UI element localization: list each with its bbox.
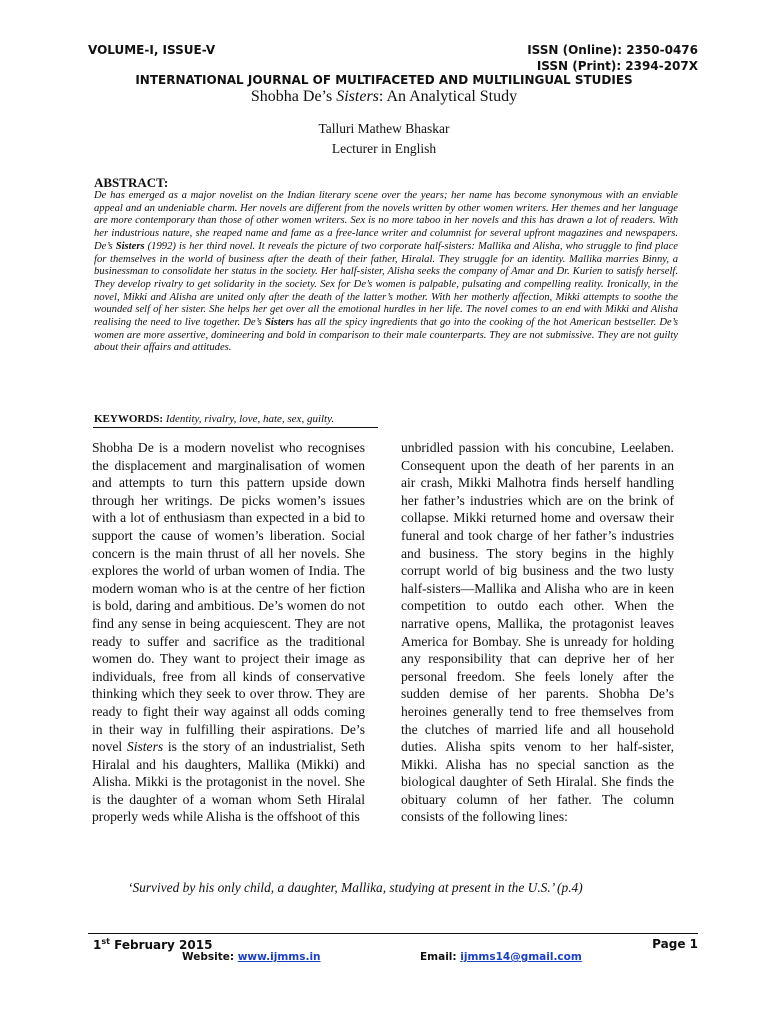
email-label: Email: [420,951,461,963]
abstract-heading: ABSTRACT: [94,175,169,190]
title-part-2: : An Analytical Study [378,88,518,105]
issn-print: ISSN (Print): 2394-207X [536,59,698,73]
title-novel: Sisters [336,88,379,105]
article-title [0,88,768,106]
footer-email [420,951,582,963]
keywords-value: Identity, rivalry, love, hate, sex, guilty. [163,413,335,425]
abstract-part-2: (1992) is her third novel. It reveals the picture of two corporate half-sisters: Mallika and Alisha, who struggle to find place for themselves in the world of business after the death of their father, Hiralal. They struggle for an identity. Mallika marries Binny, a businessman to consolidate her status in the society. Her half-sister, Alisha seeks the company of Amar and Dr. Kurien to satisfy herself. They develop rivalry to get solidarity in the society. Sex for De’s women is palpable, pulsating and compelling reality. Ironically, in the novel, Mikki and Alisha are united only after the death of the latter’s mother. With her motherly affection, Mikki attempts to soothe the wounded self of her sister. She helps her get over all the emotional hurdles in her life. The novel comes to an end with Mikki and Alisha realising the need to live together. De’s [94,240,678,329]
keywords-label: KEYWORDS: [94,413,164,425]
email-link[interactable]: ijmms14@gmail.com [460,951,582,963]
page-number: Page 1 [652,937,698,951]
col1-part-2: is the story of an industrialist, Seth Hiralal and his daughters, Mallika (Mikki) and Alisha. Mikki is the protagonist in the novel. She is the daughter of a woman whom Seth Hiralal properly weds while Alisha is the offshoot of this [92,739,365,825]
journal-title: INTERNATIONAL JOURNAL OF MULTIFACETED AND MULTILINGUAL STUDIES [135,73,633,87]
website-label: Website: [182,951,238,963]
abstract-part-3: has all the spicy ingredients that go into the cooking of the hot American bestseller. De’s women are more assertive, domineering and bold in comparison to their male counterparts. They are not submissive. They are not guilty about their affairs and attitudes. [94,317,678,354]
block-quote: ‘Survived by his only child, a daughter, Mallika, studying at present in the U.S.’ (p.4) [128,880,583,895]
author-role: Lecturer in English [331,141,437,156]
abstract-part-1: De has emerged as a major novelist on the Indian literary scene over the years; her name has become synonymous with an enviable appeal and an undeniable charm. Her novels are different from the novels written by other women writers. Her themes and her language are more contemporary than those of other women writers. Sex is no more taboo in her novels and this has drawn a lot of readers. With her industrious nature, she reaped name and fame as a free-lance writer and columnist for several upfront magazines and newspapers. De’s [94,190,678,252]
footer-website [182,951,321,963]
footer-divider [88,933,698,934]
website-link[interactable]: www.ijmms.in [237,951,321,963]
date-rest: February 2015 [109,938,213,952]
keywords-divider [93,427,378,428]
issn-online: ISSN (Online): 2350-0476 [527,43,698,57]
date-day: 1 [93,938,102,952]
col1-part-1: Shobha De is a modern novelist who recognises the displacement and marginalisation of women and attempts to turn this pattern upside down through her writings. De picks women’s issues with a lot of enthusiasm than expected in a bid to support the cause of women’s liberation. Social concern is the main thrust of all her novels. She explores the world of urban women of India. The modern woman who is at the centre of her fiction is bold, daring and ambitious. De’s women do not find any sense in being acquiescent. They are not ready to suffer and sacrifice as the traditional women do. They want to project their image as individuals, free from all kinds of conservative thinking which they seek to over throw. They are ready to fight their way against all odds coming in their way in fulfilling their aspirations. De’s novel [92,440,365,755]
col1-novel: Sisters [126,739,164,755]
volume-issue: VOLUME-I, ISSUE-V [88,43,216,57]
author-name: Talluri Mathew Bhaskar [318,121,450,136]
date-suffix: st [101,937,110,946]
body-column-1 [92,439,365,826]
abstract-bold-2: Sisters [264,317,294,329]
abstract-text [94,190,678,355]
title-part-1: Shobha De’s [250,88,337,105]
abstract-bold-1: Sisters [115,240,145,252]
footer-date [93,937,212,952]
keywords [94,413,684,425]
body-column-2: unbridled passion with his concubine, Leelaben. Consequent upon the death of her parents in an air crash, Mikki Malhotra finds herself handling her father’s industries which are on the brink of collapse. Mikki returned home and oversaw their funeral and took charge of her father’s industries and business. The story begins in the highly corrupt world of big business and the two lusty half-sisters—Mallika and Alisha who are in keen competition to outdo each other. When the narrative opens, Mallika, the protagonist leaves America for Bombay. She is unready for holding any responsibility that can deprive her of her personal freedom. She feels lonely after the sudden demise of her parents. Shobha De’s heroines generally tend to free themselves from the clutches of married life and all household duties. Alisha spits venom to her half-sister, Mikki. Alisha has no special sanction as the biological daughter of Seth Hiralal. She finds the obituary column of her father. The column consists of the following lines: [401,440,674,825]
